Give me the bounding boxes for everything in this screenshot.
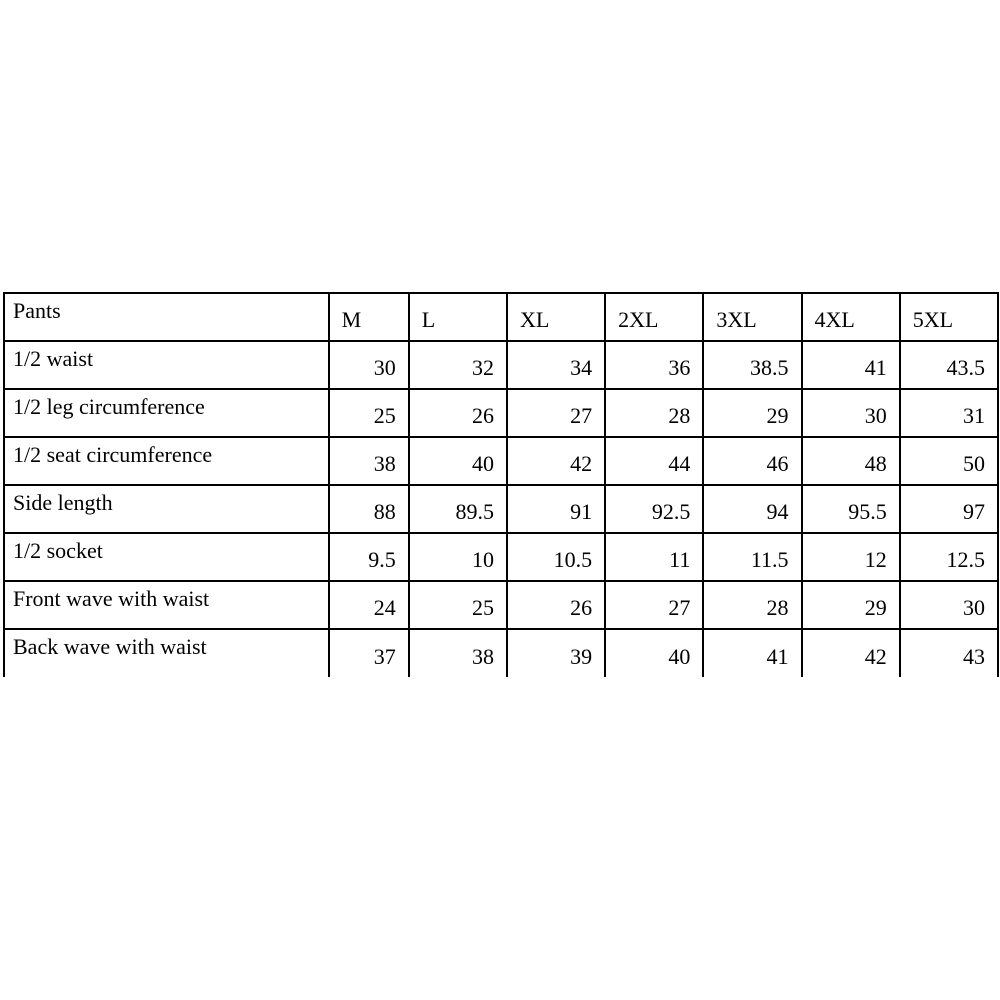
measurement-label: 1/2 waist [4,341,329,389]
measurement-value: 88 [329,485,409,533]
measurement-value: 92.5 [605,485,703,533]
table-row [4,485,998,533]
size-chart-table [3,292,999,677]
measurement-value: 31 [900,389,998,437]
measurement-value: 10.5 [507,533,605,581]
measurement-value: 30 [900,581,998,629]
measurement-value: 10 [409,533,507,581]
measurement-value: 48 [802,437,900,485]
measurement-value: 37 [329,629,409,677]
table-row [4,341,998,389]
table-row [4,389,998,437]
measurement-value: 12 [802,533,900,581]
measurement-label: 1/2 socket [4,533,329,581]
measurement-value: 11.5 [703,533,801,581]
measurement-value: 28 [605,389,703,437]
table-row [4,629,998,677]
size-header-cell: 2XL [605,293,703,341]
measurement-value: 25 [329,389,409,437]
table-row [4,533,998,581]
measurement-label: Side length [4,485,329,533]
measurement-value: 91 [507,485,605,533]
measurement-value: 24 [329,581,409,629]
measurement-value: 29 [703,389,801,437]
measurement-value: 38 [329,437,409,485]
measurement-label: Front wave with waist [4,581,329,629]
measurement-value: 42 [507,437,605,485]
measurement-value: 34 [507,341,605,389]
measurement-value: 41 [802,341,900,389]
measurement-value: 11 [605,533,703,581]
measurement-value: 9.5 [329,533,409,581]
measurement-value: 46 [703,437,801,485]
measurement-value: 97 [900,485,998,533]
measurement-value: 30 [802,389,900,437]
measurement-label: 1/2 seat circumference [4,437,329,485]
corner-label: Pants [4,293,329,341]
measurement-value: 36 [605,341,703,389]
measurement-value: 94 [703,485,801,533]
measurement-value: 95.5 [802,485,900,533]
measurement-value: 26 [507,581,605,629]
measurement-label: Back wave with waist [4,629,329,677]
measurement-label: 1/2 leg circumference [4,389,329,437]
measurement-value: 27 [507,389,605,437]
measurement-value: 40 [605,629,703,677]
measurement-value: 26 [409,389,507,437]
measurement-value: 12.5 [900,533,998,581]
measurement-value: 25 [409,581,507,629]
size-header-cell: XL [507,293,605,341]
measurement-value: 89.5 [409,485,507,533]
size-header-cell: L [409,293,507,341]
size-header-cell: 5XL [900,293,998,341]
size-header-cell: M [329,293,409,341]
measurement-value: 50 [900,437,998,485]
size-header-cell: 4XL [802,293,900,341]
measurement-value: 27 [605,581,703,629]
measurement-value: 40 [409,437,507,485]
measurement-value: 29 [802,581,900,629]
table-body [4,341,998,677]
measurement-value: 28 [703,581,801,629]
measurement-value: 32 [409,341,507,389]
measurement-value: 38 [409,629,507,677]
header-row [4,293,998,341]
measurement-value: 41 [703,629,801,677]
size-header-cell: 3XL [703,293,801,341]
measurement-value: 43.5 [900,341,998,389]
measurement-value: 43 [900,629,998,677]
table-row [4,437,998,485]
measurement-value: 44 [605,437,703,485]
table-row [4,581,998,629]
measurement-value: 38.5 [703,341,801,389]
measurement-value: 30 [329,341,409,389]
measurement-value: 42 [802,629,900,677]
measurement-value: 39 [507,629,605,677]
